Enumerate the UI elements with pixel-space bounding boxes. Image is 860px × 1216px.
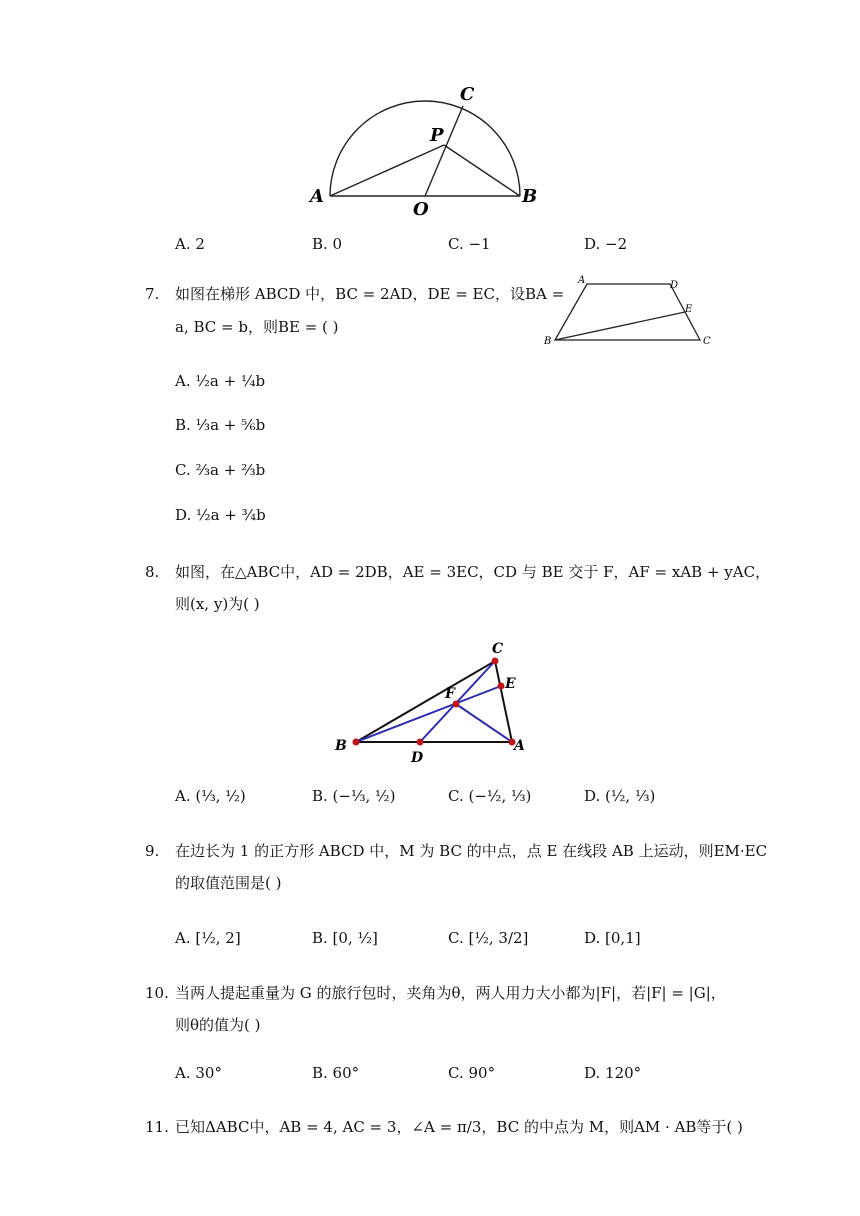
q10-option-d: D. 120° [584, 1064, 642, 1082]
label-E: E [685, 304, 693, 315]
q10-number: 10. [145, 984, 169, 1002]
trapezoid-ABCD [555, 284, 700, 340]
point-E [498, 683, 505, 690]
segment-BE [555, 312, 685, 340]
label-C: C [703, 336, 711, 347]
q8-option-b: B. (−⅓, ½) [312, 787, 396, 805]
label-D: D [670, 280, 679, 291]
q6-option-b: B. 0 [312, 235, 343, 253]
point-B [353, 739, 360, 746]
q9-text-line2: 的取值范围是( ) [175, 874, 282, 892]
semicircle-arc [330, 101, 520, 196]
q6-option-c: C. −1 [448, 235, 491, 253]
q10-text-line2: 则θ的值为( ) [175, 1016, 261, 1034]
label-C: C [460, 84, 475, 105]
semicircle-figure [300, 78, 560, 218]
label-F: F [445, 686, 455, 702]
q10-option-a: A. 30° [175, 1064, 222, 1082]
q8-text-line1: 如图，在△ABC中，AD = 2DB，AE = 3EC，CD 与 BE 交于 F，AF = xAB + yAC， [175, 563, 771, 581]
q11-text-line1: 已知ΔABC中，AB = 4, AC = 3，∠A = π/3，BC 的中点为 M，则AM · AB等于( ) [175, 1118, 743, 1136]
q9-number: 9. [145, 842, 160, 860]
q8-text-line2: 则(x, y)为( ) [175, 595, 260, 613]
segment-AF [456, 704, 512, 742]
q9-option-d: D. [0,1] [584, 929, 641, 947]
q8-option-d: D. (½, ⅓) [584, 787, 656, 805]
q8-option-c: C. (−½, ⅓) [448, 787, 532, 805]
q7-text-line2: a, BC = b，则BE = ( ) [175, 318, 339, 336]
segment-AP [330, 145, 444, 196]
label-D: D [411, 750, 424, 766]
q7-number: 7. [145, 285, 160, 303]
q11-number: 11. [145, 1118, 169, 1136]
q9-option-b: B. [0, ½] [312, 929, 378, 947]
label-A: A [578, 275, 586, 286]
q7-option-c: C. ⅔a + ⅔b [175, 461, 266, 479]
q7-option-a: A. ½a + ¼b [175, 372, 266, 390]
q7-option-b: B. ⅓a + ⅚b [175, 416, 266, 434]
label-E: E [505, 676, 516, 692]
q10-option-c: C. 90° [448, 1064, 496, 1082]
q6-option-a: A. 2 [175, 235, 205, 253]
label-B: B [522, 186, 538, 207]
q10-option-b: B. 60° [312, 1064, 360, 1082]
q9-option-c: C. [½, 3/2] [448, 929, 529, 947]
label-A: A [310, 186, 324, 207]
label-O: O [413, 199, 429, 218]
q6-option-d: D. −2 [584, 235, 628, 253]
label-C: C [492, 641, 504, 657]
trapezoid-figure [540, 272, 720, 352]
q7-option-d: D. ½a + ¾b [175, 506, 266, 524]
label-B: B [335, 738, 347, 754]
q10-text-line1: 当两人提起重量为 G 的旅行包时，夹角为θ，两人用力大小都为|F|，若|F| = |G|， [175, 984, 726, 1002]
label-B: B [544, 336, 552, 347]
label-P: P [430, 125, 444, 146]
triangle-figure [325, 632, 535, 770]
q7-text-line1: 如图在梯形 ABCD 中，BC = 2AD，DE = EC，设BA = [175, 285, 565, 303]
point-D [417, 739, 424, 746]
q9-option-a: A. [½, 2] [175, 929, 241, 947]
q9-text-line1: 在边长为 1 的正方形 ABCD 中，M 为 BC 的中点，点 E 在线段 AB 上运动，则EM·EC [175, 842, 768, 860]
segment-BP [444, 145, 520, 196]
label-A: A [514, 738, 525, 754]
q8-number: 8. [145, 563, 160, 581]
point-C [492, 658, 499, 665]
triangle-ABC [356, 661, 512, 742]
q8-option-a: A. (⅓, ½) [175, 787, 246, 805]
